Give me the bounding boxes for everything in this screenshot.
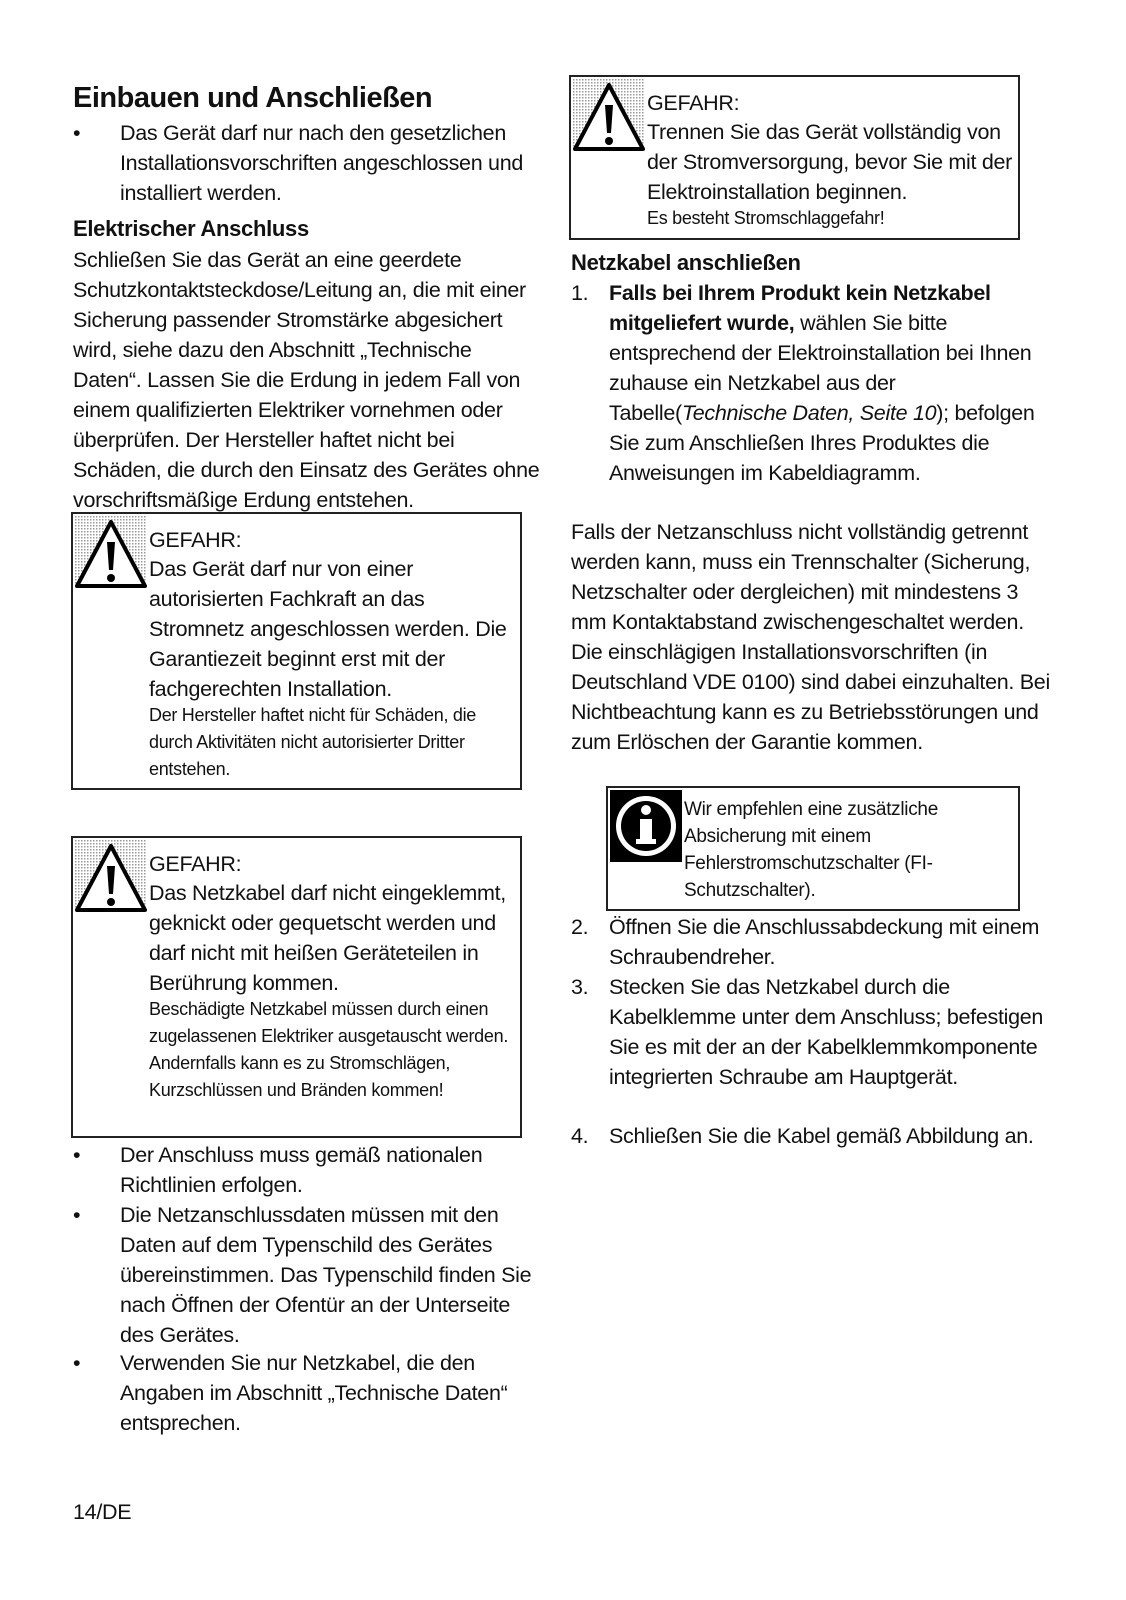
warning-text: Das Gerät darf nur von einer autorisierten Fachkraft an das Stromnetz angeschlossen werden. Die Garantiezeit beginnt erst mit der fachgerechten Installation. bbox=[149, 557, 507, 701]
info-box bbox=[606, 786, 1020, 911]
step-number: 4. bbox=[571, 1124, 589, 1148]
warning-note: Der Hersteller haftet nicht für Schäden, die durch Aktivitäten nicht autorisierter Dritter entstehen. bbox=[149, 705, 476, 779]
warning-heading: GEFAHR: bbox=[149, 852, 242, 876]
warning-heading: GEFAHR: bbox=[149, 528, 242, 552]
step-text-part: wählen Sie bitte entsprechend der Elektroinstallation bei Ihnen zuhause ein Netzkabel aus der Tabelle( bbox=[609, 311, 1032, 425]
list-item bbox=[73, 1200, 543, 1350]
warning-heading: GEFAHR: bbox=[647, 91, 740, 115]
section-paragraph: Falls der Netzanschluss nicht vollständig getrennt werden kann, muss ein Trennschalter (Sicherung, Netzschalter oder dergleichen) mit mindestens 3 mm Kontaktabstand zwischengeschaltet werden. Die einschlägigen Installationsvorschriften (in Deutschland VDE 0100) sind dabei einzuhalten. Bei Nichtbeachtung kann es zu Betriebsstörungen und zum Erlöschen der Garantie kommen. bbox=[571, 520, 1050, 754]
info-icon bbox=[610, 790, 682, 862]
warning-box bbox=[71, 836, 522, 1138]
info-text: Wir empfehlen eine zusätzliche Absicherung mit einem Fehlerstromschutzschalter (FI-Schutzschalter). bbox=[684, 799, 938, 901]
step-bold-text: Falls bei Ihrem Produkt kein Netzkabel mitgeliefert wurde, bbox=[609, 281, 991, 335]
bullet-text: Das Gerät darf nur nach den gesetzlichen Installationsvorschriften angeschlossen und installiert werden. bbox=[120, 121, 524, 205]
bullet-dot: • bbox=[73, 1351, 81, 1375]
step-text: Schließen Sie die Kabel gemäß Abbildung an. bbox=[609, 1124, 1034, 1148]
warning-text: Das Netzkabel darf nicht eingeklemmt, geknickt oder gequetscht werden und darf nicht mit heißen Geräteteilen in Berührung kommen. bbox=[149, 881, 506, 995]
bullet-dot: • bbox=[73, 121, 81, 145]
step-text-part: ); befolgen Sie zum Anschließen Ihres Produktes die Anweisungen im Kabeldiagramm. bbox=[609, 401, 1035, 485]
warning-text: Trennen Sie das Gerät vollständig von der Stromversorgung, bevor Sie mit der Elektroinstallation beginnen. bbox=[647, 120, 1013, 204]
step-number: 2. bbox=[571, 915, 589, 939]
warning-triangle-icon bbox=[75, 840, 147, 912]
warning-triangle-icon bbox=[573, 79, 645, 151]
step-number: 1. bbox=[571, 281, 589, 305]
warning-note: Es besteht Stromschlaggefahr! bbox=[647, 208, 885, 228]
bullet-dot: • bbox=[73, 1203, 81, 1227]
section-paragraph: Schließen Sie das Gerät an eine geerdete Schutzkontaktsteckdose/Leitung an, die mit einer Sicherung passender Stromstärke abgesichert wird, siehe dazu den Abschnitt „Technische Daten“. Lassen Sie die Erdung in jedem Fall von einem qualifizierten Elektriker vornehmen oder überprüfen. Der Hersteller haftet nicht bei Schäden, die durch den Einsatz des Gerätes ohne vorschriftsmäßige Erdung entstehen. bbox=[73, 248, 540, 512]
numbered-step bbox=[571, 1121, 1051, 1153]
numbered-step bbox=[571, 972, 1051, 1122]
list-item bbox=[73, 1348, 543, 1438]
list-item bbox=[73, 1140, 543, 1200]
page-number: 14/DE bbox=[73, 1500, 132, 1524]
warning-box bbox=[71, 512, 522, 790]
warning-note: Beschädigte Netzkabel müssen durch einen zugelassenen Elektriker ausgetauscht werden. Andernfalls kann es zu Stromschlägen, Kurzschlüssen und Bränden kommen! bbox=[149, 999, 509, 1100]
section-heading-elektrischer-anschluss: Elektrischer Anschluss bbox=[73, 216, 309, 241]
section-heading-netzkabel-anschliessen: Netzkabel anschließen bbox=[571, 250, 801, 275]
step-number: 3. bbox=[571, 975, 589, 999]
numbered-step bbox=[571, 278, 1051, 518]
bullet-text: Verwenden Sie nur Netzkabel, die den Angaben im Abschnitt „Technische Daten“ entsprechen. bbox=[120, 1351, 508, 1435]
list-item bbox=[73, 118, 543, 208]
warning-triangle-icon bbox=[75, 516, 147, 588]
numbered-step bbox=[571, 912, 1051, 972]
bullet-text: Der Anschluss muss gemäß nationalen Richtlinien erfolgen. bbox=[120, 1143, 483, 1197]
bullet-dot: • bbox=[73, 1143, 81, 1167]
step-text: Stecken Sie das Netzkabel durch die Kabelklemme unter dem Anschluss; befestigen Sie es mit der an der Kabelklemmkomponente integrierten Schraube am Hauptgerät. bbox=[609, 975, 1044, 1089]
step-text: Öffnen Sie die Anschlussabdeckung mit einem Schraubendreher. bbox=[609, 915, 1040, 969]
warning-box bbox=[569, 75, 1020, 240]
step-text bbox=[609, 278, 1049, 488]
step-italic-reference: Technische Daten, Seite 10 bbox=[681, 401, 937, 425]
page-title: Einbauen und Anschließen bbox=[73, 82, 433, 114]
bullet-text: Die Netzanschlussdaten müssen mit den Daten auf dem Typenschild des Gerätes übereinstimmen. Das Typenschild finden Sie nach Öffnen der Ofentür an der Unterseite des Gerätes. bbox=[120, 1203, 532, 1347]
